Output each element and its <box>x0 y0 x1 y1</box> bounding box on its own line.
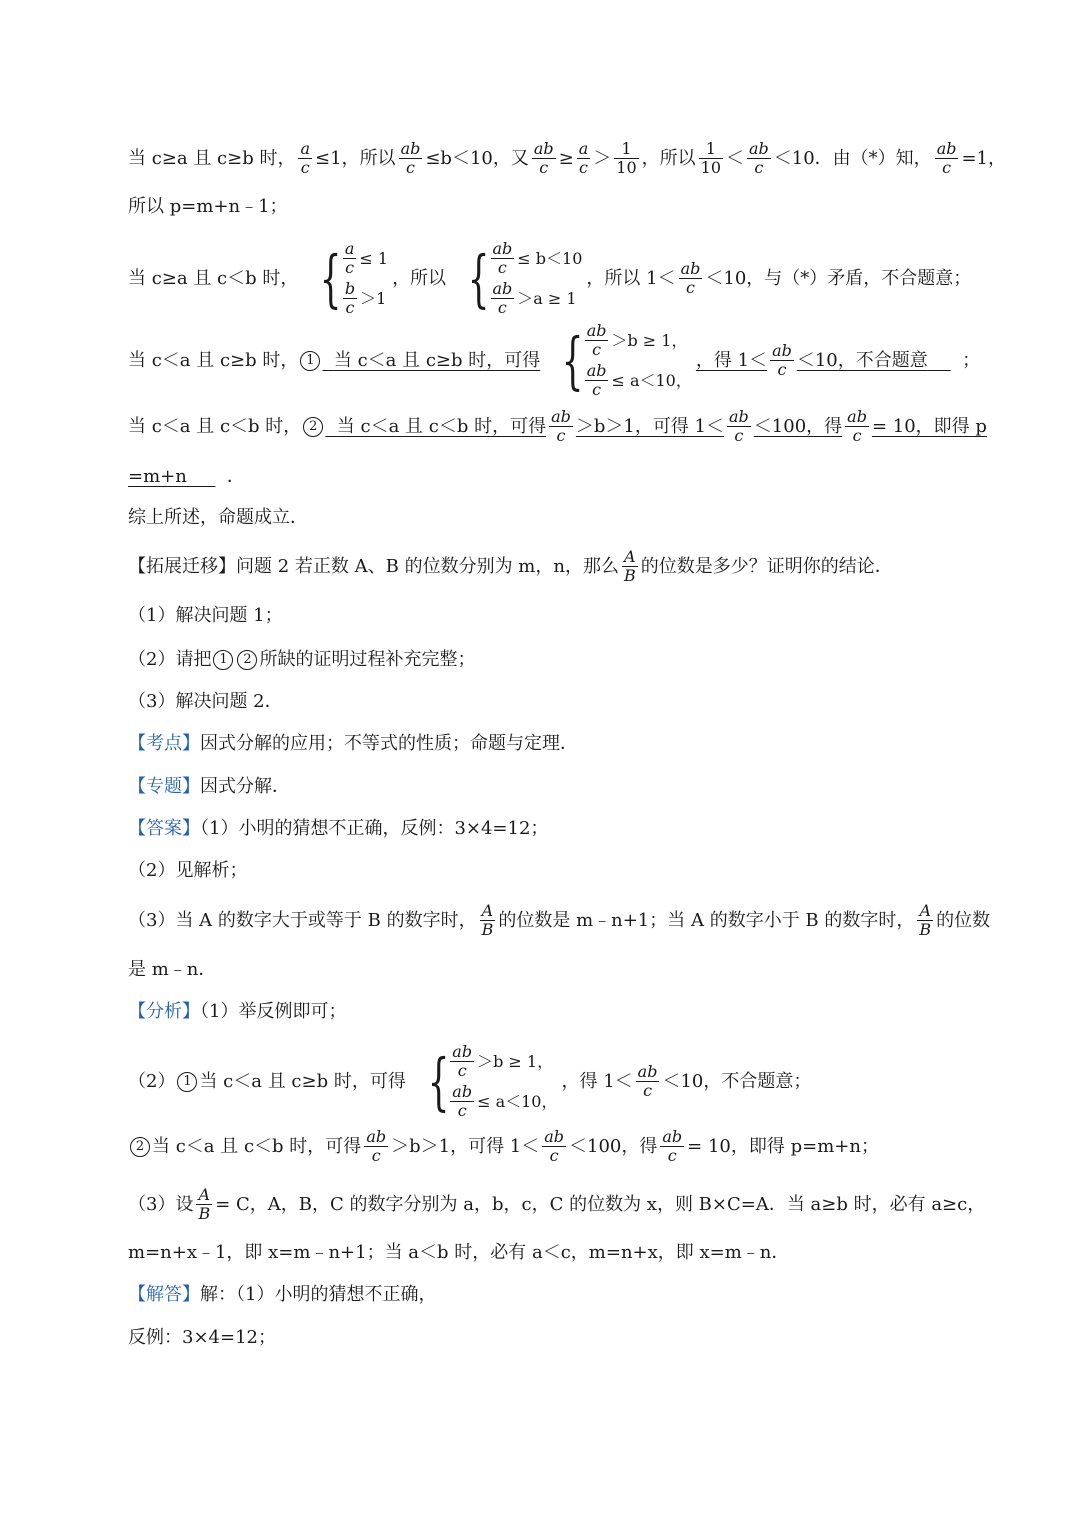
circled-two: 2 <box>130 1137 150 1157</box>
text: （1）小明的猜想不正确，反例：3×4=12； <box>200 818 549 839</box>
line-19 <box>128 1043 984 1121</box>
text: ＜100，得 <box>569 1135 658 1157</box>
line-20 <box>128 1128 984 1166</box>
fraction-1-over-10: $\frac{1}{10}$ <box>616 139 637 178</box>
text: = C，A，B，C 的数字分别为 a，b，c，C 的位数为 x，则 B×C=A．当 a≥b 时，必有 a≥c， <box>215 1193 986 1215</box>
text: 当 c≥a 且 c＜b 时， <box>128 267 299 289</box>
text: 因式分解． <box>200 776 290 797</box>
section-tag: 【专题】 <box>128 776 200 797</box>
text: （3）当 A 的数字大于或等于 B 的数字时， <box>128 909 477 931</box>
fraction-ab-over-c: $\frac{ab}{c}$ <box>637 1061 658 1101</box>
fraction-ab-over-c: $\frac{ab}{c}$ <box>749 139 769 178</box>
line-2 <box>128 198 984 216</box>
line-16 <box>128 901 991 940</box>
section-tag: 【答案】 <box>128 818 200 839</box>
text: 解：（1）小明的猜想不正确， <box>200 1284 437 1305</box>
text: 是 m﹣n． <box>128 959 217 980</box>
circled-two: 2 <box>303 417 323 437</box>
text: 当 c≥a 且 c≥b 时， <box>128 147 296 169</box>
equation-system: { $\frac{a}{c}$ ≤ 1 $\frac{b}{c}$ ＞1 <box>320 239 389 318</box>
fraction-ab-over-c: $\frac{ab}{c}$ <box>544 1127 565 1166</box>
text: （2）请把 <box>128 649 212 670</box>
text: （2） <box>128 1070 176 1092</box>
fraction-ab-over-c: $\frac{ab}{c}$ <box>400 139 421 178</box>
underlined-answer: 当 c＜a 且 c＜b 时，可得 $\frac{ab}{c}$ ＞b＞1，可得 1＜ $\frac{ab}{c}$ ＜100，得 $\frac{ab}{c}$ = 10，即得 p <box>336 407 987 446</box>
line-8 <box>128 548 984 586</box>
circled-one: 1 <box>213 650 233 670</box>
text: ，得 1＜ <box>561 1070 633 1092</box>
line-24 <box>128 1329 984 1347</box>
text: ＜10，不合题意； <box>662 1070 812 1092</box>
text: ≤1，所以 <box>315 147 396 169</box>
text: 【拓展迁移】问题 2 若正数 A、B 的位数分别为 m，n，那么 <box>128 555 619 577</box>
text: ＞b＞1，可得 1＜ <box>391 1135 540 1157</box>
text: 反例：3×4=12； <box>128 1327 276 1348</box>
text: 当 c＜a 且 c≥b 时，可得 <box>199 1070 406 1092</box>
text: ＞ <box>593 147 612 169</box>
text: （3）解决问题 2． <box>128 691 283 712</box>
text: m=n+x﹣1，即 x=m﹣n+1；当 a＜b 时，必有 a＜c，m=n+x，即 x=m﹣n． <box>128 1242 790 1263</box>
text: （1）举反例即可； <box>200 1001 347 1022</box>
text: 因式分解的应用；不等式的性质；命题与定理． <box>200 733 578 754</box>
text: ＜10，与（*）矛盾，不合题意； <box>705 267 972 289</box>
fraction-ab-over-c: $\frac{ab}{c}$ <box>936 139 957 178</box>
text: 当 c＜a 且 c≥b 时， <box>128 349 299 371</box>
text: （3）设 <box>128 1193 194 1215</box>
text: 的位数 <box>936 909 991 931</box>
line-5 <box>128 407 987 446</box>
fraction-A-over-B: $\frac{A}{B}$ <box>481 901 494 940</box>
text: = 10，即得 p=m+n； <box>687 1135 879 1157</box>
text: 当 c＜a 且 c＜b 时，可得 <box>152 1135 362 1157</box>
line-9 <box>128 607 984 625</box>
line-12 <box>128 735 984 753</box>
text: 当 c＜a 且 c＜b 时， <box>128 415 302 437</box>
line-21 <box>128 1186 984 1224</box>
text: =1， <box>961 147 1007 169</box>
underlined-answer: 当 c＜a 且 c≥b 时，可得 { $\frac{ab}{c}$ ＞b ≥ 1， $\frac{ab}{c}$ ≤ a＜10， ，得 1＜ $\frac{ab}{c}$ ＜10，不合题意 <box>333 321 928 400</box>
line-17 <box>128 961 984 979</box>
section-tag: 【分析】 <box>128 1001 200 1022</box>
fraction-1-over-10: $\frac{1}{10}$ <box>700 139 721 178</box>
line-4 <box>128 322 984 400</box>
text: 综上所述，命题成立． <box>128 507 308 528</box>
fraction-a-over-c: $\frac{a}{c}$ <box>300 139 311 178</box>
underlined-answer: =m+n <box>128 466 187 487</box>
circled-two: 2 <box>237 650 257 670</box>
fraction-ab-over-c: $\frac{ab}{c}$ <box>662 1127 683 1166</box>
text: ，所以 <box>641 147 696 169</box>
section-tag: 【解答】 <box>128 1284 200 1305</box>
text: ≤b＜10，又 <box>425 147 529 169</box>
line-3 <box>128 240 984 318</box>
circled-one: 1 <box>300 351 320 371</box>
line-10 <box>128 650 984 670</box>
text: 的位数是多少？证明你的结论． <box>640 555 893 577</box>
text: ＜ <box>726 147 744 169</box>
line-22 <box>128 1244 984 1262</box>
equation-system: { $\frac{ab}{c}$ ＞b ≥ 1， $\frac{ab}{c}$ ≤ a＜10， <box>427 1042 558 1121</box>
text: ，所以 1＜ <box>586 267 676 289</box>
line-14 <box>128 820 984 838</box>
line-18 <box>128 1003 984 1021</box>
line-6 <box>128 468 984 486</box>
circled-one: 1 <box>177 1072 197 1092</box>
line-13 <box>128 778 984 796</box>
text: 所缺的证明过程补充完整； <box>259 649 476 670</box>
text: （1）解决问题 1； <box>128 605 283 626</box>
fraction-a-over-c: $\frac{a}{c}$ <box>578 139 589 178</box>
text: 所以 p=m+n﹣1； <box>128 196 288 217</box>
fraction-ab-over-c: $\frac{ab}{c}$ <box>772 340 792 380</box>
text: ； <box>962 349 981 371</box>
fraction-A-over-B: $\frac{A}{B}$ <box>623 547 636 586</box>
fraction-ab-over-c: $\frac{ab}{c}$ <box>533 139 554 178</box>
fraction-A-over-B: $\frac{A}{B}$ <box>919 901 932 940</box>
text: ≥ <box>558 147 574 169</box>
section-tag: 【考点】 <box>128 733 200 754</box>
text: ＜10．由（*）知， <box>773 147 932 169</box>
text: ． <box>226 466 245 487</box>
text: ，所以 <box>392 267 447 289</box>
line-23 <box>128 1286 984 1304</box>
line-15 <box>128 862 984 880</box>
line-7 <box>128 509 984 527</box>
fraction-ab-over-c: $\frac{ab}{c}$ <box>366 1127 387 1166</box>
line-11 <box>128 693 984 711</box>
equation-system: { $\frac{ab}{c}$ ≤ b＜10 $\frac{ab}{c}$ ＞a ≥ 1 <box>467 239 583 318</box>
text: 的位数是 m﹣n+1；当 A 的数字小于 B 的数字时， <box>498 909 915 931</box>
fraction-A-over-B: $\frac{A}{B}$ <box>198 1185 211 1224</box>
equation-system: { $\frac{ab}{c}$ ＞b ≥ 1， $\frac{ab}{c}$ ≤ a＜10， <box>561 321 692 400</box>
fraction-ab-over-c: $\frac{ab}{c}$ <box>680 258 701 298</box>
line-1 <box>128 139 1007 178</box>
text: （2）见解析； <box>128 860 248 881</box>
